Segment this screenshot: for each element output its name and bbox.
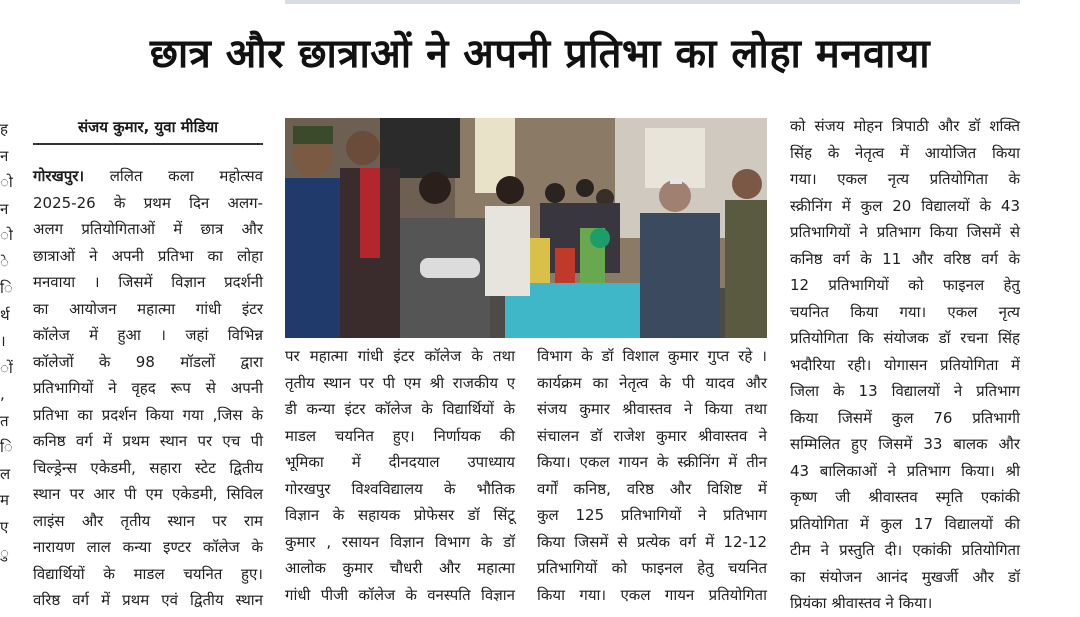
cropped-glyph: , bbox=[0, 385, 5, 403]
headline: छात्र और छात्राओं ने अपनी प्रतिभा का लोहा मनवाया bbox=[149, 31, 931, 77]
text-line: कुल 125 प्रतिभागियों ने प्रतिभाग bbox=[537, 506, 767, 524]
text-line: किया। एकल गायन के स्क्रीनिंग में तीन bbox=[537, 453, 767, 471]
text-line: कार्यक्रम का नेतृत्व के पी यादव और bbox=[537, 373, 767, 392]
text-line: माडल चयनित हुए। निर्णायक की bbox=[285, 426, 515, 445]
article-column-2 bbox=[285, 343, 515, 608]
text-line: को संजय मोहन त्रिपाठी और डॉ शक्ति bbox=[790, 117, 1020, 135]
text-line: चिल्ड्रेन्स एकेडमी, सहारा स्टेट द्वितीय bbox=[33, 458, 263, 477]
text-line: डी कन्या इंटर कॉलेज के विद्यार्थियों के bbox=[285, 400, 515, 418]
cropped-glyph: ि bbox=[0, 279, 13, 297]
text-line: किया जिसमें कुल 76 प्रतिभागी bbox=[790, 408, 1020, 427]
cropped-left-column bbox=[0, 116, 13, 606]
text-line: वरिष्ठ वर्ग में प्रथम एवं द्वितीय स्थान bbox=[33, 591, 263, 609]
cropped-glyph: ो bbox=[0, 173, 13, 191]
text-line: गांधी पीजी कॉलेज के वनस्पति विज्ञान bbox=[285, 585, 515, 604]
cropped-glyph: न bbox=[0, 146, 9, 165]
text-line-rest: ललित कला महोत्सव bbox=[84, 167, 263, 185]
text-line: जिला के 13 विद्यालयों ने प्रतिभाग bbox=[790, 382, 1020, 400]
text-line: छात्राओं ने अपनी प्रतिभा का लोहा bbox=[33, 246, 263, 265]
text-line: कॉलेजों के 98 मॉडलों द्वारा bbox=[33, 352, 263, 371]
text-line: किया गया। एकल गायन प्रतियोगिता bbox=[537, 585, 767, 604]
cropped-glyph: ो bbox=[0, 226, 13, 244]
text-line: लाइंस और तृतीय स्थान पर राम bbox=[33, 511, 263, 530]
article-column-3 bbox=[537, 343, 767, 608]
cropped-glyph: ए bbox=[0, 517, 9, 536]
text-line: प्रतियोगिता कि संयोजक डॉ रचना सिंह bbox=[790, 329, 1020, 347]
news-photo bbox=[285, 118, 767, 338]
cropped-glyph: ल bbox=[0, 464, 11, 483]
text-line: स्थान पर आर पी एम एकेडमी, सिविल bbox=[33, 485, 263, 503]
text-line: कुमार , रसायन विज्ञान विभाग के डॉ bbox=[285, 532, 515, 551]
cropped-glyph: म bbox=[0, 491, 9, 509]
text-line: 43 बालिकाओं ने प्रतिभाग किया। श्री bbox=[790, 461, 1020, 480]
text-line: किया जिसमें से प्रत्येक वर्ग में 12-12 bbox=[537, 532, 767, 551]
dateline: गोरखपुर। bbox=[33, 167, 85, 185]
text-line: कनिष्ठ वर्ग में प्रथम स्थान पर एच पी bbox=[33, 432, 263, 450]
text-line: नारायण लाल कन्या इण्टर कॉलेज के bbox=[33, 538, 263, 556]
text-line: कनिष्ठ वर्ग के 11 और वरिष्ठ वर्ग के bbox=[790, 249, 1020, 268]
text-line: संजय कुमार श्रीवास्तव ने किया तथा bbox=[537, 400, 767, 418]
cropped-glyph: ों bbox=[0, 358, 13, 377]
text-line: भूमिका में दीनदयाल उपाध्याय bbox=[285, 453, 515, 471]
text-line: अलग प्रतियोगिताओं में छात्र और bbox=[33, 220, 263, 238]
text-line: संचालन डॉ राजेश कुमार श्रीवास्तव ने bbox=[537, 426, 767, 445]
article-column-4 bbox=[790, 113, 1020, 612]
article-column-1 bbox=[33, 163, 263, 608]
text-line: सिंह के नेतृत्व में आयोजित किया bbox=[790, 143, 1020, 162]
text-line: मनवाया । जिसमें विज्ञान प्रदर्शनी bbox=[33, 273, 263, 291]
text-line: 2025-26 के प्रथम दिन अलग- bbox=[33, 193, 263, 212]
text-line: गोरखपुर विश्वविद्यालय के भौतिक bbox=[285, 479, 515, 498]
text-line: टीम ने प्रस्तुति दी। एकांकी प्रतियोगिता bbox=[790, 541, 1020, 559]
byline: संजय कुमार, युवा मीडिया bbox=[77, 118, 219, 136]
text-line: आलोक कुमार चौधरी और महात्मा bbox=[285, 559, 515, 577]
text-line: का आयोजन महात्मा गांधी इंटर bbox=[33, 299, 263, 318]
text-line: वर्गों कनिष्ठ, वरिष्ठ और विशिष्ट में bbox=[537, 479, 767, 498]
text-line: प्रतिभागियों ने वृहद रूप से अपनी bbox=[33, 379, 263, 397]
text-line: पर महात्मा गांधी इंटर कॉलेज के तथा bbox=[285, 347, 515, 365]
cropped-glyph: । bbox=[0, 332, 6, 350]
text-line: प्रतिभागियों ने प्रतिभाग किया जिसमें से bbox=[790, 223, 1020, 241]
text-line: विज्ञान के सहायक प्रोफेसर डॉ सिंटू bbox=[285, 506, 515, 524]
cropped-glyph: त bbox=[0, 411, 9, 430]
text-line: भदौरिया रही। योगासन प्रतियोगिता में bbox=[790, 355, 1020, 374]
text-line: प्रतियोगिता में कुल 17 विद्यालयों की bbox=[790, 514, 1020, 533]
text-line: प्रतिभा का प्रदर्शन किया गया ,जिस के bbox=[33, 405, 263, 424]
text-line: का संयोजन आनंद मुखर्जी और डॉ bbox=[790, 567, 1020, 586]
text-line bbox=[33, 163, 263, 190]
cropped-glyph: ि bbox=[0, 438, 13, 456]
text-line: विद्यार्थियों के माडल चयनित हुए। bbox=[33, 564, 263, 583]
text-line: तृतीय स्थान पर पी एम श्री राजकीय ए bbox=[285, 373, 515, 392]
top-rule bbox=[285, 0, 1020, 4]
text-line: विभाग के डॉ विशाल कुमार गुप्त रहे । bbox=[537, 347, 767, 365]
text-line: 12 प्रतिभागियों को फाइनल हेतु bbox=[790, 276, 1020, 294]
text-line: गया। एकल नृत्य प्रतियोगिता के bbox=[790, 170, 1020, 188]
photo-illustration bbox=[285, 118, 767, 338]
text-line: प्रतिभागियों को फाइनल हेतु चयनित bbox=[537, 559, 767, 577]
text-line: कॉलेज में हुआ । जहां विभिन्न bbox=[33, 326, 263, 344]
text-line: स्क्रीनिंग में कुल 20 विद्यालयों के 43 bbox=[790, 196, 1020, 215]
text-line: सम्मिलित हुए जिसमें 33 बालक और bbox=[790, 435, 1020, 453]
text-line: चयनित किया गया। एकल नृत्य bbox=[790, 302, 1020, 321]
cropped-glyph: ह bbox=[0, 120, 8, 138]
text-line: कृष्ण जी श्रीवास्तव स्मृति एकांकी bbox=[790, 488, 1020, 506]
cropped-glyph: र्थ bbox=[0, 305, 10, 324]
cropped-glyph: न bbox=[0, 199, 9, 218]
cropped-glyph: े bbox=[0, 252, 9, 271]
text-line: प्रियंका श्रीवास्तव ने किया। bbox=[790, 594, 933, 612]
cropped-glyph: ु bbox=[0, 544, 9, 562]
byline-underline bbox=[33, 143, 263, 145]
